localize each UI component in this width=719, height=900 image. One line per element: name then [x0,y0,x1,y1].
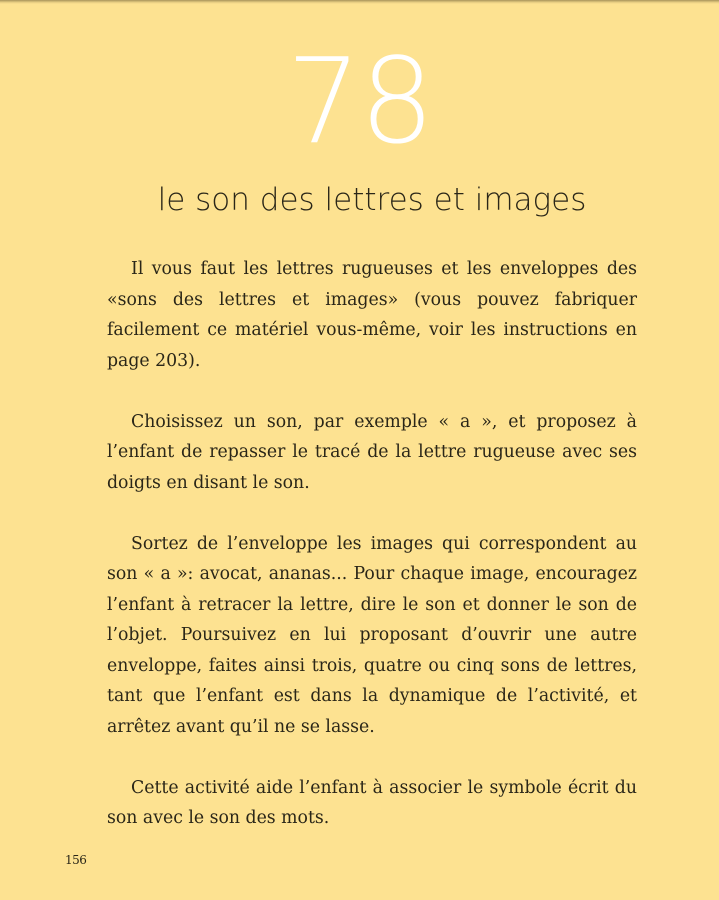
paragraph-choose-sound: Choisissez un son, par exemple « a », et proposez à l’enfant de repasser le tracé de la lettre rugueuse avec ses doigts en disant le son. [107,411,637,493]
activity-number: 78 [286,32,433,170]
body-text [107,254,637,864]
activity-title: le son des lettres et images [157,182,587,218]
paragraph-images: Sortez de l’enveloppe les images qui correspondent au son « a »: avocat, ananas... Pour chaque image, encouragez l’enfant à retracer la lettre, dire le son et donner le son de l’objet. Poursuivez en lui proposant d’ouvrir une autre enveloppe, faites ainsi trois, quatre ou cinq sons de lettres, tant que l’enfant est dans la dynamique de l’activité, et arrêtez avant qu’il ne se lasse. [107,533,637,737]
paragraph-purpose: Cette activité aide l’enfant à associer le symbole écrit du son avec le son des mots. [107,777,637,828]
page-top-edge [0,0,719,4]
page-number: 156 [65,853,87,867]
paragraph-materials: Il vous faut les lettres rugueuses et les enveloppes des «sons des lettres et images» (vous pouvez fabriquer facilement ce matériel vous-même, voir les instructions en page 203). [107,259,637,371]
